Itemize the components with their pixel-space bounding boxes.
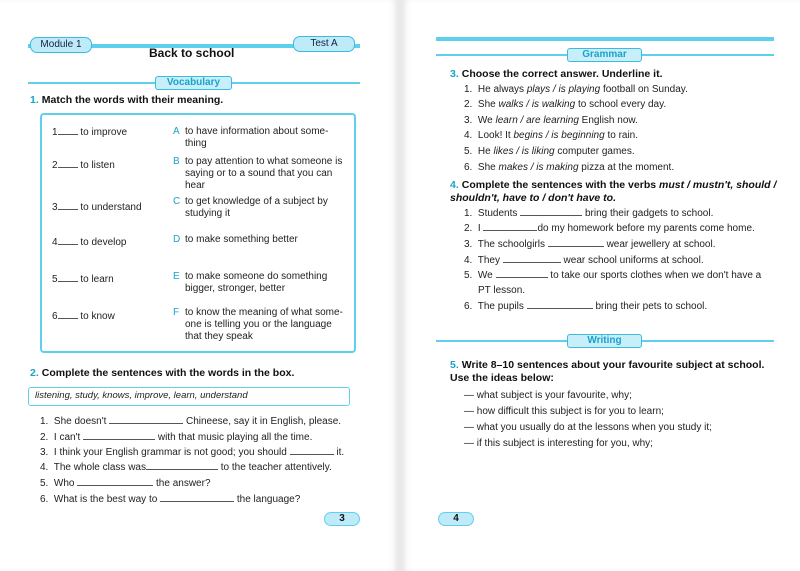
sentence: 1. She doesn't Chineese, say it in English, please. <box>40 416 342 427</box>
task3-instruction: Choose the correct answer. Underline it. <box>461 68 663 80</box>
choice-item: 6. She makes / is making pizza at the moment. <box>464 162 675 173</box>
match-word: 2 to listen <box>52 160 115 171</box>
module-badge: Module 1 <box>30 37 92 53</box>
answer-blank[interactable] <box>109 415 183 424</box>
task2-number: 2. <box>30 367 39 379</box>
sentence: 3. I think your English grammar is not good; you should it. <box>40 447 345 458</box>
choice-options[interactable]: makes / is making <box>498 162 579 173</box>
vocabulary-label: Vocabulary <box>155 76 232 90</box>
sentence: 2. I do my homework before my parents come home. <box>464 223 755 234</box>
task5-instruction: Write 8–10 sentences about your favourite subject at school. Use the ideas below: <box>450 359 765 384</box>
meaning-letter: A <box>173 126 180 137</box>
answer-blank[interactable] <box>58 201 78 210</box>
meaning-text: to have information about some-thing <box>185 126 329 149</box>
answer-blank[interactable] <box>290 446 334 455</box>
answer-blank[interactable] <box>146 461 218 470</box>
answer-blank[interactable] <box>58 236 78 245</box>
sentence: 1. Students bring their gadgets to school. <box>464 208 714 219</box>
answer-blank[interactable] <box>58 310 78 319</box>
meaning-letter: B <box>173 156 180 167</box>
writing-label: Writing <box>567 334 642 348</box>
choice-item: 3. We learn / are learning English now. <box>464 115 638 126</box>
task4-heading <box>450 179 780 205</box>
idea-item: — if this subject is interesting for you, why; <box>464 438 653 449</box>
answer-blank[interactable] <box>58 126 78 135</box>
idea-item: — how difficult this subject is for you to learn; <box>464 406 664 417</box>
choice-options[interactable]: likes / is liking <box>493 146 555 157</box>
task1-instruction: Match the words with their meaning. <box>41 94 224 106</box>
answer-blank[interactable] <box>520 207 582 216</box>
task3-heading <box>450 68 663 81</box>
sentence: 4. They wear school uniforms at school. <box>464 255 704 266</box>
match-word: 1 to improve <box>52 127 128 138</box>
meaning-letter: C <box>173 196 181 207</box>
answer-blank[interactable] <box>83 431 155 440</box>
choice-item: 4. Look! It begins / is beginning to rain. <box>464 130 639 141</box>
page-number: 3 <box>324 512 360 526</box>
task5-heading <box>450 359 780 385</box>
task4-number: 4. <box>450 179 459 191</box>
sentence-continuation: PT lesson. <box>478 285 526 296</box>
match-word: 5 to learn <box>52 274 114 285</box>
answer-blank[interactable] <box>496 269 548 278</box>
answer-blank[interactable] <box>58 159 78 168</box>
choice-item: 2. She walks / is walking to school every day. <box>464 99 667 110</box>
header-line <box>436 37 774 41</box>
answer-blank[interactable] <box>548 238 604 247</box>
match-word: 6 to know <box>52 311 115 322</box>
meaning-letter: D <box>173 234 181 245</box>
sentence: 5. Who the answer? <box>40 478 211 489</box>
choice-options[interactable]: begins / is beginning <box>513 130 605 141</box>
task2-heading <box>30 367 294 380</box>
left-page <box>0 0 398 571</box>
answer-blank[interactable] <box>483 222 537 231</box>
test-badge: Test A <box>293 36 355 52</box>
sentence: 2. I can't with that music playing all the time. <box>40 432 313 443</box>
sentence: 4. The whole class was to the teacher attentively. <box>40 462 332 473</box>
answer-blank[interactable] <box>77 477 153 486</box>
match-word: 3 to understand <box>52 202 142 213</box>
choice-options[interactable]: walks / is walking <box>498 99 576 110</box>
answer-blank[interactable] <box>503 254 561 263</box>
sentence: 6. The pupils bring their pets to school. <box>464 301 708 312</box>
sentence: 3. The schoolgirls wear jewellery at school. <box>464 239 716 250</box>
task3-number: 3. <box>450 68 459 80</box>
grammar-label: Grammar <box>567 48 642 62</box>
choice-item: 5. He likes / is liking computer games. <box>464 146 635 157</box>
task4-instruction: Complete the sentences with the verbs <box>461 179 659 191</box>
choice-options[interactable]: plays / is playing <box>526 84 601 95</box>
meaning-text: to know the meaning of what some-one is telling you or the language that they speak <box>185 307 343 342</box>
task1-number: 1. <box>30 94 39 106</box>
task4-verbs: must / mustn't, should / shouldn't, have to / don't have to. <box>450 179 777 204</box>
task1-heading <box>30 94 223 107</box>
meaning-letter: E <box>173 271 180 282</box>
choice-options[interactable]: learn / are learning <box>495 115 579 126</box>
page-number: 4 <box>438 512 474 526</box>
sentence: 5. We to take our sports clothes when we don't have a <box>464 270 762 281</box>
task5-number: 5. <box>450 359 459 371</box>
choice-item: 1. He always plays / is playing football on Sunday. <box>464 84 688 95</box>
meaning-text: to get knowledge of a subject by studying it <box>185 196 328 219</box>
match-word: 4 to develop <box>52 237 127 248</box>
meaning-text: to make something better <box>185 234 298 245</box>
answer-blank[interactable] <box>58 273 78 282</box>
meaning-letter: F <box>173 307 180 318</box>
task2-instruction: Complete the sentences with the words in the box. <box>41 367 295 379</box>
idea-item: — what you usually do at the lessons when you study it; <box>464 422 712 433</box>
meaning-text: to make someone do something bigger, stronger, better <box>185 271 328 294</box>
answer-blank[interactable] <box>527 300 593 309</box>
right-page <box>402 0 800 571</box>
idea-item: — what subject is your favourite, why; <box>464 390 632 401</box>
page-title: Back to school <box>149 46 235 60</box>
answer-blank[interactable] <box>160 493 234 502</box>
word-box: listening, study, knows, improve, learn, understand <box>28 387 350 406</box>
meaning-text: to pay attention to what someone is saying or to a sound that you can hear <box>185 156 343 191</box>
sentence: 6. What is the best way to the language? <box>40 494 301 505</box>
